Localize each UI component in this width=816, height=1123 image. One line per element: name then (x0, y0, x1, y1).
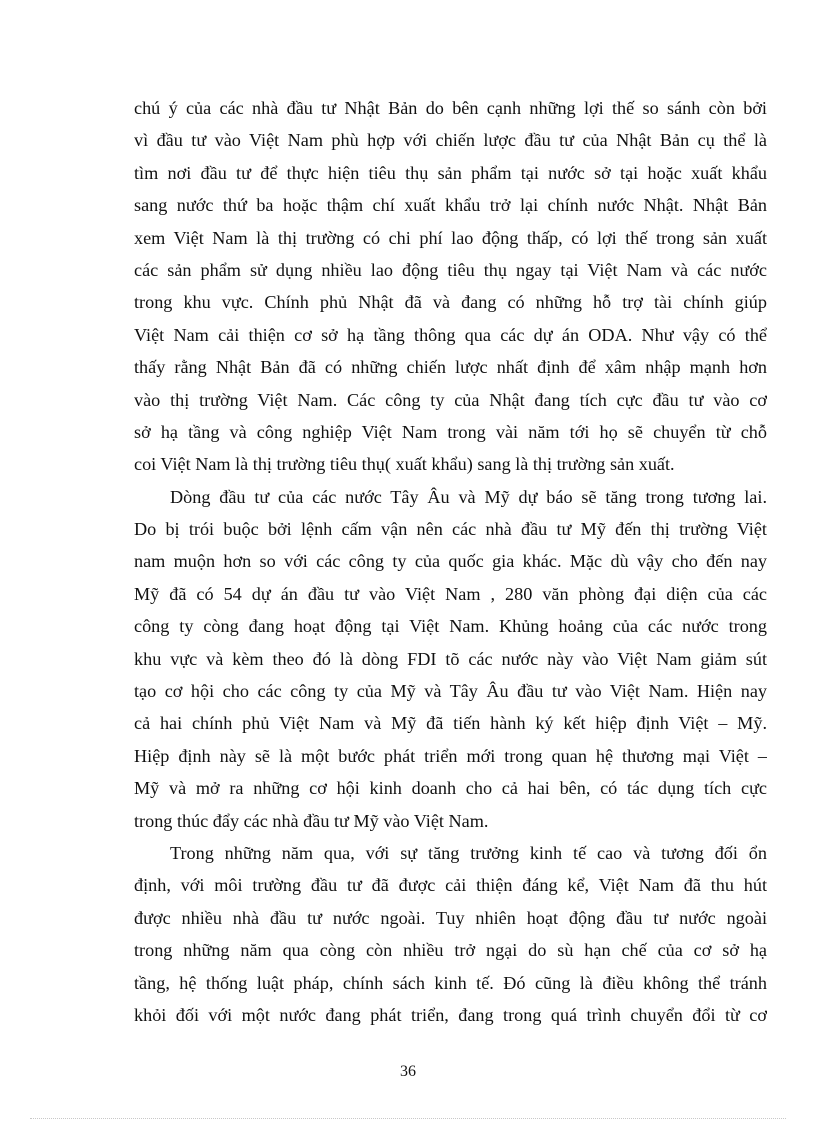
text-line: Mỹ đã có 54 dự án đầu tư vào Việt Nam , 280 văn phòng đại diện của các (134, 583, 767, 604)
text-line: trong thúc đẩy các nhà đầu tư Mỹ vào Việt Nam. (134, 810, 489, 831)
text-line: coi Việt Nam là thị trường tiêu thụ( xuất khẩu) sang là thị trường sản xuất. (134, 454, 675, 475)
page-number: 36 (400, 1063, 416, 1080)
text-line: công ty còng đang hoạt động tại Việt Nam. Khủng hoảng của các nước trong (134, 616, 767, 637)
text-line: xem Việt Nam là thị trường có chi phí lao động thấp, có lợi thế trong sản xuất (134, 227, 767, 248)
text-line: vào thị trường Việt Nam. Các công ty của Nhật đang tích cực đầu tư vào cơ (134, 389, 767, 410)
text-line: Hiệp định này sẽ là một bước phát triển mới trong quan hệ thương mại Việt – (134, 745, 767, 766)
text-line: chú ý của các nhà đầu tư Nhật Bản do bên cạnh những lợi thế so sánh còn bởi (134, 98, 767, 118)
text-line: Mỹ và mở ra những cơ hội kinh doanh cho cả hai bên, có tác dụng tích cực (134, 778, 767, 799)
text-line: Trong những năm qua, với sự tăng trưởng kinh tế cao và tương đối ổn (170, 842, 767, 863)
text-line: tìm nơi đầu tư để thực hiện tiêu thụ sản phẩm tại nước sở tại hoặc xuất khẩu (134, 162, 767, 183)
text-line: trong khu vực. Chính phủ Nhật đã và đang có những hỗ trợ tài chính giúp (134, 292, 767, 313)
text-line: cả hai chính phủ Việt Nam và Mỹ đã tiến hành ký kết hiệp định Việt – Mỹ. (134, 713, 767, 734)
paragraph-japan-investment (134, 92, 767, 481)
text-line: trong những năm qua còng còn nhiều trở ngại do sù hạn chế của cơ sở hạ (134, 940, 767, 961)
text-line: vì đầu tư vào Việt Nam phù hợp với chiến lược đầu tư của Nhật Bản cụ thể là (134, 130, 767, 151)
body-text (134, 92, 767, 1031)
paragraph-western-investment (134, 481, 767, 837)
text-line: nam muộn hơn so với các công ty của quốc gia khác. Mặc dù vậy cho đến nay (134, 551, 767, 572)
text-line: được nhiều nhà đầu tư nước ngoài. Tuy nhiên hoạt động đầu tư nước ngoài (134, 907, 767, 928)
page-bottom-divider (30, 1118, 786, 1119)
text-line: Việt Nam cải thiện cơ sở hạ tầng thông qua các dự án ODA. Như vậy có thể (134, 324, 767, 345)
text-line: sang nước thứ ba hoặc thậm chí xuất khẩu trở lại chính nước Nhật. Nhật Bản (134, 195, 767, 216)
text-line: định, với môi trường đầu tư đã được cải thiện đáng kể, Việt Nam đã thu hút (134, 875, 767, 896)
text-line: thấy rằng Nhật Bản đã có những chiến lược nhất định để xâm nhập mạnh hơn (134, 357, 767, 378)
paragraph-investment-obstacles (134, 837, 767, 1031)
text-line: sở hạ tầng và công nghiệp Việt Nam trong vài năm tới họ sẽ chuyển từ chỗ (134, 421, 767, 442)
text-line: khu vực và kèm theo đó là dòng FDI tõ các nước này vào Việt Nam giảm sút (134, 648, 767, 669)
text-line: Dòng đầu tư của các nước Tây Âu và Mỹ dự báo sẽ tăng trong tương lai. (170, 486, 767, 507)
text-line: Do bị trói buộc bởi lệnh cấm vận nên các nhà đầu tư Mỹ đến thị trường Việt (134, 519, 767, 540)
text-line: khỏi đối với một nước đang phát triển, đang trong quá trình chuyển đổi từ cơ (134, 1004, 767, 1025)
text-line: các sản phẩm sử dụng nhiều lao động tiêu thụ ngay tại Việt Nam và các nước (134, 259, 767, 280)
text-line: tầng, hệ thống luật pháp, chính sách kinh tế. Đó cũng là điều không thể tránh (134, 972, 767, 993)
text-line: tạo cơ hội cho các công ty của Mỹ và Tây Âu đầu tư vào Việt Nam. Hiện nay (134, 681, 767, 702)
